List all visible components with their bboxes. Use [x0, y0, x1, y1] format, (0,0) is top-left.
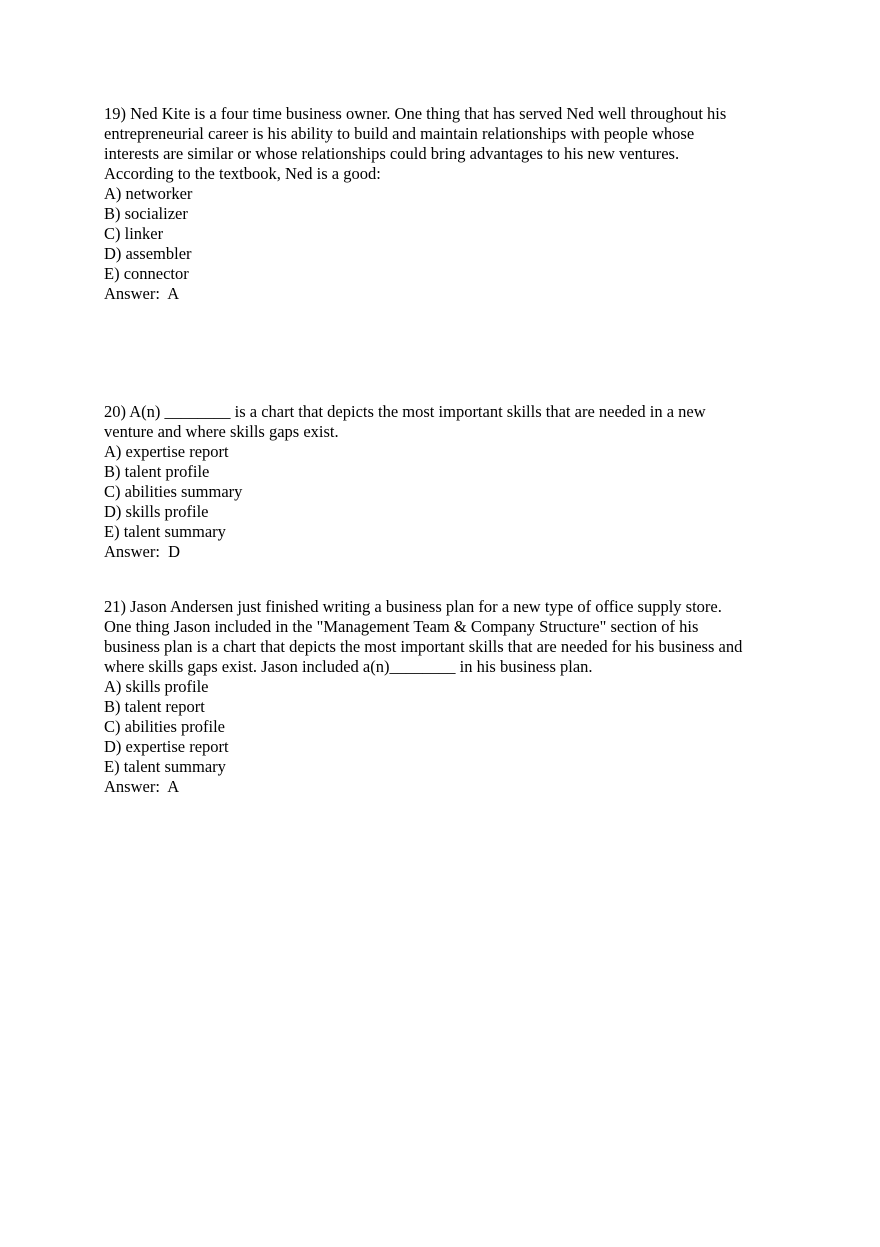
answer-option-d: D) skills profile [104, 502, 209, 521]
answer-option-b: B) talent profile [104, 462, 210, 481]
answer-option-e: E) connector [104, 264, 189, 283]
question-stem-line: entrepreneurial career is his ability to build and maintain relationships with people whose [104, 124, 695, 143]
question-21 [104, 597, 794, 797]
question-stem-line: According to the textbook, Ned is a good: [104, 164, 381, 183]
answer-option-c: C) abilities profile [104, 717, 225, 736]
question-stem-line: interests are similar or whose relationships could bring advantages to his new ventures. [104, 144, 680, 163]
question-stem-line: where skills gaps exist. Jason included a(n)________ in his business plan. [104, 657, 593, 676]
answer-option-a: A) networker [104, 184, 193, 203]
answer-option-e: E) talent summary [104, 522, 226, 541]
answer-option-c: C) linker [104, 224, 164, 243]
answer-option-d: D) assembler [104, 244, 192, 263]
answer-option-b: B) talent report [104, 697, 205, 716]
answer-key: Answer: A [104, 284, 180, 303]
answer-key: Answer: A [104, 777, 180, 796]
question-stem-line: business plan is a chart that depicts the most important skills that are needed for his business and [104, 637, 743, 656]
answer-key: Answer: D [104, 542, 181, 561]
question-stem-line: 19) Ned Kite is a four time business owner. One thing that has served Ned well throughout his [104, 104, 727, 123]
answer-option-d: D) expertise report [104, 737, 229, 756]
answer-option-a: A) skills profile [104, 677, 209, 696]
answer-option-b: B) socializer [104, 204, 188, 223]
question-stem-line: venture and where skills gaps exist. [104, 422, 339, 441]
answer-option-c: C) abilities summary [104, 482, 243, 501]
question-stem-line: 20) A(n) ________ is a chart that depicts the most important skills that are needed in a new [104, 402, 706, 421]
question-stem-line: One thing Jason included in the "Management Team & Company Structure" section of his [104, 617, 699, 636]
question-stem-line: 21) Jason Andersen just finished writing a business plan for a new type of office supply store. [104, 597, 722, 616]
question-20 [104, 402, 794, 562]
answer-option-e: E) talent summary [104, 757, 226, 776]
answer-option-a: A) expertise report [104, 442, 229, 461]
question-19 [104, 104, 794, 304]
